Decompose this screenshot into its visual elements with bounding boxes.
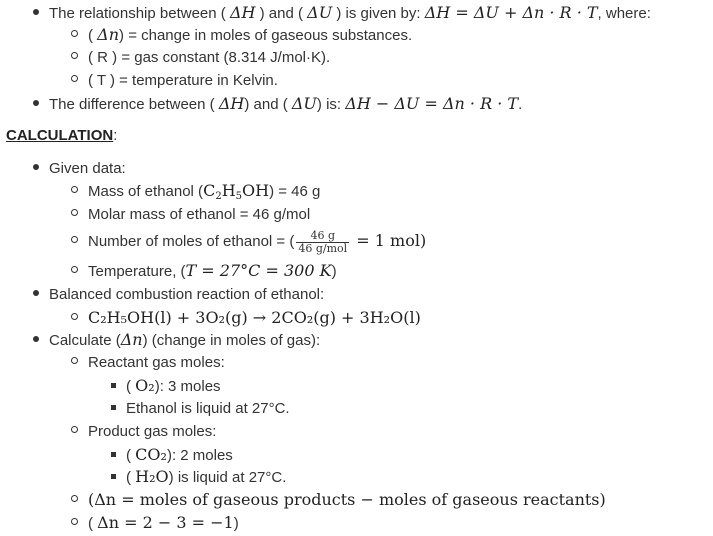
text: Ethanol is liquid at 27°C. [126, 400, 290, 417]
definition-t [71, 71, 278, 91]
text: ) is liquid at 27°C. [168, 469, 287, 486]
text: ) = 46 g [269, 183, 321, 200]
relationship-equation: ΔH = ΔU + Δn · R · T [424, 3, 598, 22]
text: ( [88, 490, 95, 509]
fraction-numerator: 46 g [296, 230, 349, 243]
math-delta-n: Δn [97, 25, 120, 44]
temperature-line [71, 261, 337, 282]
heading-text: CALCULATION [6, 127, 114, 144]
difference-equation: ΔH − ΔU = Δn · R · T [345, 94, 519, 113]
reaction-equation: C₂H₅OH(l) + 3O₂(g) → 2CO₂(g) + 3H₂O(l) [88, 308, 421, 327]
text: Molar mass of ethanol = 46 g/mol [88, 206, 311, 223]
text: Mass of ethanol ( [88, 183, 204, 200]
co2-moles [111, 445, 233, 466]
heading-colon: : [113, 127, 118, 144]
text: ) = change in moles of gaseous substances. [119, 27, 413, 44]
text: ): 3 moles [154, 378, 221, 395]
calculate-delta-n-line [33, 330, 320, 351]
product-gas-moles [71, 422, 216, 442]
fraction-denominator: 46 g/mol [298, 241, 348, 255]
math-delta-h: ΔH [218, 94, 245, 113]
text: Calculate ( [49, 332, 121, 349]
text: ) [233, 515, 239, 532]
delta-n-result [71, 513, 239, 534]
text: ( T ) = temperature in Kelvin. [88, 72, 278, 89]
formula-co2: CO₂ [135, 445, 167, 464]
math-delta-h: ΔH [229, 3, 256, 22]
text: ( [88, 515, 98, 532]
moles-result: = 1 mol) [351, 231, 427, 250]
text: Temperature, ( [88, 263, 186, 280]
calculation-heading [6, 126, 117, 146]
oxygen-moles [111, 376, 221, 397]
text: ) and ( [255, 5, 308, 22]
text: ) is given by: [332, 5, 425, 22]
text: ): 2 moles [166, 447, 233, 464]
reaction-heading-line [33, 285, 324, 305]
difference-line [33, 94, 522, 115]
text: Number of moles of ethanol = ( [88, 233, 295, 250]
text: ( [126, 378, 136, 395]
text: Given data: [49, 160, 126, 177]
text: , where: [597, 5, 651, 22]
temperature-equation: T = 27°C = 300 K [185, 261, 332, 280]
text: ) [599, 490, 606, 509]
delta-n-formula: Δn = moles of gaseous products − moles of gaseous reactants [94, 490, 600, 509]
molar-mass [71, 205, 310, 225]
text: Reactant gas moles: [88, 354, 225, 371]
definition-r [71, 48, 330, 68]
math-delta-u: ΔU [291, 94, 317, 113]
delta-n-definition [71, 490, 606, 511]
text: ( [88, 27, 98, 44]
text: ) [331, 263, 337, 280]
definition-delta-n [71, 25, 412, 46]
text: ) (change in moles of gas): [142, 332, 321, 349]
relationship-line [33, 3, 651, 24]
text: ( R ) = gas constant (8.314 J/mol·K). [88, 49, 331, 66]
delta-n-value: Δn = 2 − 3 = −1 [97, 513, 234, 532]
number-of-moles [71, 228, 426, 255]
combustion-equation [71, 308, 421, 329]
text: Balanced combustion reaction of ethanol: [49, 286, 325, 303]
math-delta-u: ΔU [307, 3, 333, 22]
fraction [296, 230, 349, 255]
text: Product gas moles: [88, 423, 217, 440]
given-data-line [33, 159, 126, 179]
text: The relationship between ( [49, 5, 230, 22]
text: ) and ( [244, 96, 292, 113]
text: ) is: [316, 96, 346, 113]
math-delta-n: Δn [120, 330, 143, 349]
text: . [518, 96, 523, 113]
formula-o2: O₂ [135, 376, 155, 395]
formula-h2o: H₂O [135, 467, 169, 486]
ethanol-liquid-note [111, 399, 290, 419]
text: The difference between ( [49, 96, 219, 113]
text: ( [126, 447, 136, 464]
water-liquid-note [111, 467, 286, 488]
reactant-gas-moles [71, 353, 225, 373]
text: ( [126, 469, 136, 486]
formula-ethanol: $C_2H_5OH$ [203, 181, 270, 202]
mass-of-ethanol [71, 181, 320, 202]
